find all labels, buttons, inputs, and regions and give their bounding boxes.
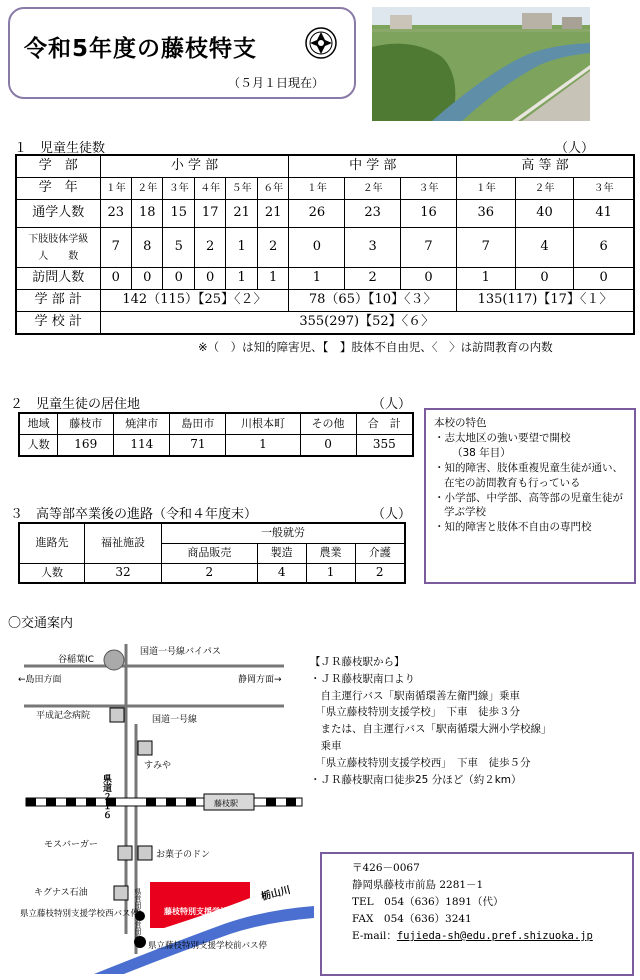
residence-value: 1 [226, 435, 300, 457]
email-label: E-mail： [352, 930, 397, 942]
career-sub-header: 製造 [257, 543, 306, 563]
residence-value: 0 [300, 435, 356, 457]
jr-line: 「県立藤枝特別支援学校西」 下車 徒歩５分 [310, 756, 531, 769]
dept-elementary: 小 学 部 [100, 155, 289, 178]
career-sub-header: 農業 [306, 543, 355, 563]
value-cell: 41 [574, 200, 634, 228]
feature-item: ・知的障害と肢体不自由の専門校 [434, 521, 592, 534]
dept-junior: 中 学 部 [289, 155, 456, 178]
year-cell: ２年 [515, 178, 574, 200]
address: 静岡県藤枝市前島 2281－1 [352, 879, 484, 891]
map-label-okashi: お菓子のドン [156, 850, 211, 860]
value-cell: 4 [515, 228, 574, 268]
year-cell: ４年 [194, 178, 225, 200]
map-label-kenei2: 県営団地 [134, 914, 142, 942]
row-label-visit: 訪問人数 [16, 268, 100, 290]
residence-header: 川根本町 [226, 413, 300, 435]
row-label-physical-1: 下肢肢体学級 [28, 233, 89, 245]
row-label-physical-2: 人 数 [38, 250, 79, 262]
year-cell: ６年 [257, 178, 289, 200]
map-label-bus-west: 県立藤枝特別支援学校西バス停 [20, 909, 140, 919]
year-cell: ３年 [401, 178, 457, 200]
value-cell: 23 [100, 200, 131, 228]
value-cell: 2 [257, 228, 289, 268]
residence-header: 地域 [19, 413, 58, 435]
value-cell: 7 [100, 228, 131, 268]
features-title: 本校の特色 [434, 417, 487, 429]
school-total-label: 学 校 計 [16, 312, 100, 335]
value-cell: 18 [131, 200, 162, 228]
residence-row-label: 人数 [19, 435, 58, 457]
year-cell: ２年 [345, 178, 401, 200]
value-cell: 0 [574, 268, 634, 290]
map-label-kendo: 県道２１６ [101, 774, 111, 819]
jr-directions [310, 654, 634, 832]
map-label-ic: 谷稲葉IC [58, 655, 94, 665]
map-label-heisei: 平成記念病院 [36, 711, 91, 721]
phone: TEL 054（636）1891（代） [352, 896, 504, 908]
dept-total-elementary: 142（115）【25】〈２〉 [100, 290, 289, 312]
career-table [18, 522, 406, 584]
value-cell: 0 [194, 268, 225, 290]
value-cell: 17 [194, 200, 225, 228]
value-cell: 36 [456, 200, 515, 228]
residence-header: その他 [300, 413, 356, 435]
jr-line: 自主運行バス「駅南循環善左衛門線」乗車 [310, 689, 520, 702]
school-total: 355(297)【52】〈６〉 [100, 312, 634, 335]
value-cell: 21 [226, 200, 257, 228]
residence-header: 焼津市 [114, 413, 170, 435]
value-cell: 26 [289, 200, 345, 228]
residence-header: 藤枝市 [58, 413, 114, 435]
residence-value: 169 [58, 435, 114, 457]
value-cell: 1 [257, 268, 289, 290]
email-line [352, 928, 632, 945]
dept-total-senior: 135(117)【17】〈１〉 [456, 290, 634, 312]
map-label-shimada: ←島田方面 [18, 675, 62, 685]
school-emblem-icon [304, 26, 338, 60]
year-cell: ５年 [226, 178, 257, 200]
jr-title: 【ＪＲ藤枝駅から】 [310, 656, 405, 668]
dept-header: 学 部 [16, 155, 100, 178]
career-sub-header: 商品販売 [162, 543, 258, 563]
jr-line: ・ＪＲ藤枝駅南口より [310, 672, 415, 685]
value-cell: 16 [401, 200, 457, 228]
residence-value: 71 [170, 435, 226, 457]
value-cell: 0 [289, 228, 345, 268]
fax: FAX 054（636）3241 [352, 913, 472, 925]
address-box [320, 852, 634, 976]
section3-unit: （人） [372, 507, 412, 522]
career-value: 2 [355, 563, 405, 583]
value-cell: 0 [163, 268, 194, 290]
dept-total-junior: 78（65）【10】〈３〉 [289, 290, 456, 312]
value-cell: 6 [574, 228, 634, 268]
value-cell: 7 [401, 228, 457, 268]
map-label-mos: モスバーガー [44, 840, 98, 850]
dept-senior: 高 等 部 [456, 155, 634, 178]
value-cell: 40 [515, 200, 574, 228]
map-label-river: 栃山川 [260, 884, 292, 903]
postal-code: 〒426－0067 [352, 862, 420, 874]
residence-header: 島田市 [170, 413, 226, 435]
value-cell: 7 [456, 228, 515, 268]
feature-item: ・志太地区の強い要望で開校 [434, 431, 571, 444]
value-cell: 1 [456, 268, 515, 290]
career-row-label: 人数 [19, 563, 85, 583]
map-label-bus-front: 県立藤枝特別支援学校前バス停 [148, 941, 268, 951]
career-value: 32 [85, 563, 162, 583]
year-cell: １年 [289, 178, 345, 200]
feature-item: ・小学部、中学部、高等部の児童生徒が学ぶ学校 [434, 491, 623, 519]
residence-value: 355 [356, 435, 413, 457]
map-label-school: 藤枝特別支援学校 [164, 907, 228, 916]
email-link[interactable]: fujieda-sh@edu.pref.shizuoka.jp [396, 930, 593, 942]
year-cell: ２年 [131, 178, 162, 200]
dept-total-label: 学 部 計 [16, 290, 100, 312]
map-label-kenei1: 県営団地 [134, 888, 142, 916]
career-general-header: 一般就労 [162, 523, 406, 543]
career-sub-header: 介護 [355, 543, 405, 563]
year-header: 学 年 [16, 178, 100, 200]
section2-unit: （人） [372, 397, 412, 412]
section3-title: ３ 高等部卒業後の進路（令和４年度末） [10, 507, 258, 522]
career-value: 1 [306, 563, 355, 583]
career-value: 2 [162, 563, 258, 583]
map-label-sumiya: すみや [144, 761, 172, 771]
residence-table [18, 412, 414, 457]
map-label-kygnus: キグナス石油 [34, 888, 88, 898]
map-label-route1: 国道一号線 [152, 715, 198, 725]
section1-unit: （人） [555, 141, 595, 156]
value-cell: 5 [163, 228, 194, 268]
value-cell: 8 [131, 228, 162, 268]
value-cell: 2 [194, 228, 225, 268]
career-dest-header: 進路先 [19, 523, 85, 563]
river-photo [372, 7, 590, 121]
value-cell: 1 [289, 268, 345, 290]
student-count-table [15, 154, 635, 335]
section2-title: ２ 児童生徒の居住地 [10, 397, 141, 412]
career-welfare-header: 福祉施設 [85, 523, 162, 563]
value-cell: 3 [345, 228, 401, 268]
value-cell: 0 [515, 268, 574, 290]
year-cell: １年 [100, 178, 131, 200]
as-of-date: （５月１日現在） [228, 76, 325, 90]
value-cell: 15 [163, 200, 194, 228]
school-features-box [424, 408, 636, 584]
row-label-physical [16, 228, 100, 268]
jr-line: ・ＪＲ藤枝駅南口徒歩25 分ほど（約２km） [310, 773, 522, 786]
access-title: 〇交通案内 [8, 616, 74, 631]
value-cell: 21 [257, 200, 289, 228]
section1-title: １ 児童生徒数 [14, 141, 106, 156]
year-cell: １年 [456, 178, 515, 200]
access-map [14, 634, 314, 974]
row-label-commute: 通学人数 [16, 200, 100, 228]
value-cell: 0 [100, 268, 131, 290]
value-cell: 2 [345, 268, 401, 290]
residence-value: 114 [114, 435, 170, 457]
value-cell: 1 [226, 268, 257, 290]
career-value: 4 [257, 563, 306, 583]
feature-item: （38 年目） [452, 446, 511, 459]
year-cell: ３年 [163, 178, 194, 200]
jr-line: 「県立藤枝特別支援学校」 下車 徒歩３分 [310, 706, 520, 719]
feature-item: ・知的障害、肢体重複児童生徒が通い、在宅の訪問教育も行っている [434, 461, 623, 489]
value-cell: 23 [345, 200, 401, 228]
jr-line: 乗車 [310, 739, 342, 752]
map-label-shizuoka: 静岡方面→ [238, 675, 282, 685]
map-label-station: 藤枝駅 [214, 799, 238, 808]
page-title: 令和5年度の藤枝特支 [24, 36, 258, 62]
year-cell: ３年 [574, 178, 634, 200]
value-cell: 1 [226, 228, 257, 268]
residence-header: 合 計 [356, 413, 413, 435]
jr-line: または、自主運行バス「駅南循環大洲小学校線」 [310, 723, 552, 736]
value-cell: 0 [131, 268, 162, 290]
value-cell: 0 [401, 268, 457, 290]
table-note: ※（ ）は知的障害児、【 】肢体不自由児、〈 〉は訪問教育の内数 [198, 340, 553, 354]
map-label-bypass: 国道一号線バイパス [140, 647, 221, 657]
